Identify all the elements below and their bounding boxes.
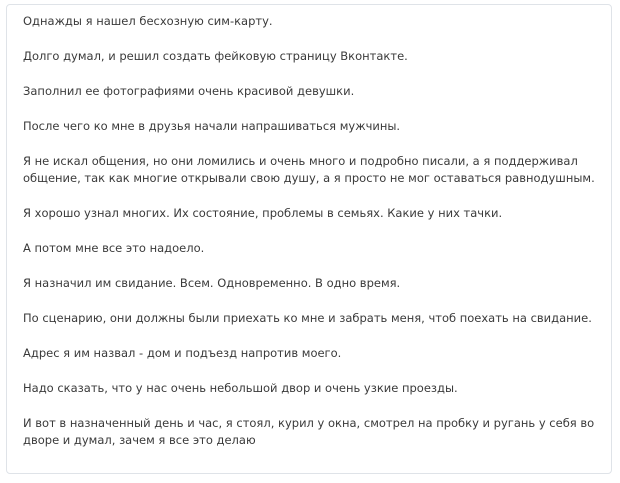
- post-paragraph-2: Долго думал, и решил создать фейковую страницу Вконтакте.: [23, 49, 408, 63]
- post-paragraph-7: А потом мне все это надоело.: [23, 241, 205, 255]
- post-paragraph-1: Однажды я нашел бесхозную сим-карту.: [23, 14, 273, 28]
- post-card: [6, 4, 612, 474]
- post-paragraph-5: Я не искал общения, но они ломились и очень много и подробно писали, а я поддерживал общение, так как многие открывали свою душу, а я просто не мог оставаться равнодушным.: [23, 154, 595, 185]
- post-paragraph-4: После чего ко мне в друзья начали напрашиваться мужчины.: [23, 119, 401, 133]
- post-paragraph-10: Адрес я им назвал - дом и подъезд напротив моего.: [23, 346, 342, 360]
- post-paragraph-3: Заполнил ее фотографиями очень красивой девушки.: [23, 84, 355, 98]
- post-paragraph-8: Я назначил им свидание. Всем. Одновременно. В одно время.: [23, 276, 401, 290]
- post-paragraph-11: Надо сказать, что у нас очень небольшой двор и очень узкие проезды.: [23, 381, 458, 395]
- post-paragraph-6: Я хорошо узнал многих. Их состояние, проблемы в семьях. Какие у них тачки.: [23, 206, 503, 220]
- post-paragraph-12: И вот в назначенный день и час, я стоял, курил у окна, смотрел на пробку и ругань у себя во дворе и думал, зачем я все это делаю: [23, 416, 595, 447]
- post-paragraph-9: По сценарию, они должны были приехать ко мне и забрать меня, чтоб поехать на свидание.: [23, 311, 592, 325]
